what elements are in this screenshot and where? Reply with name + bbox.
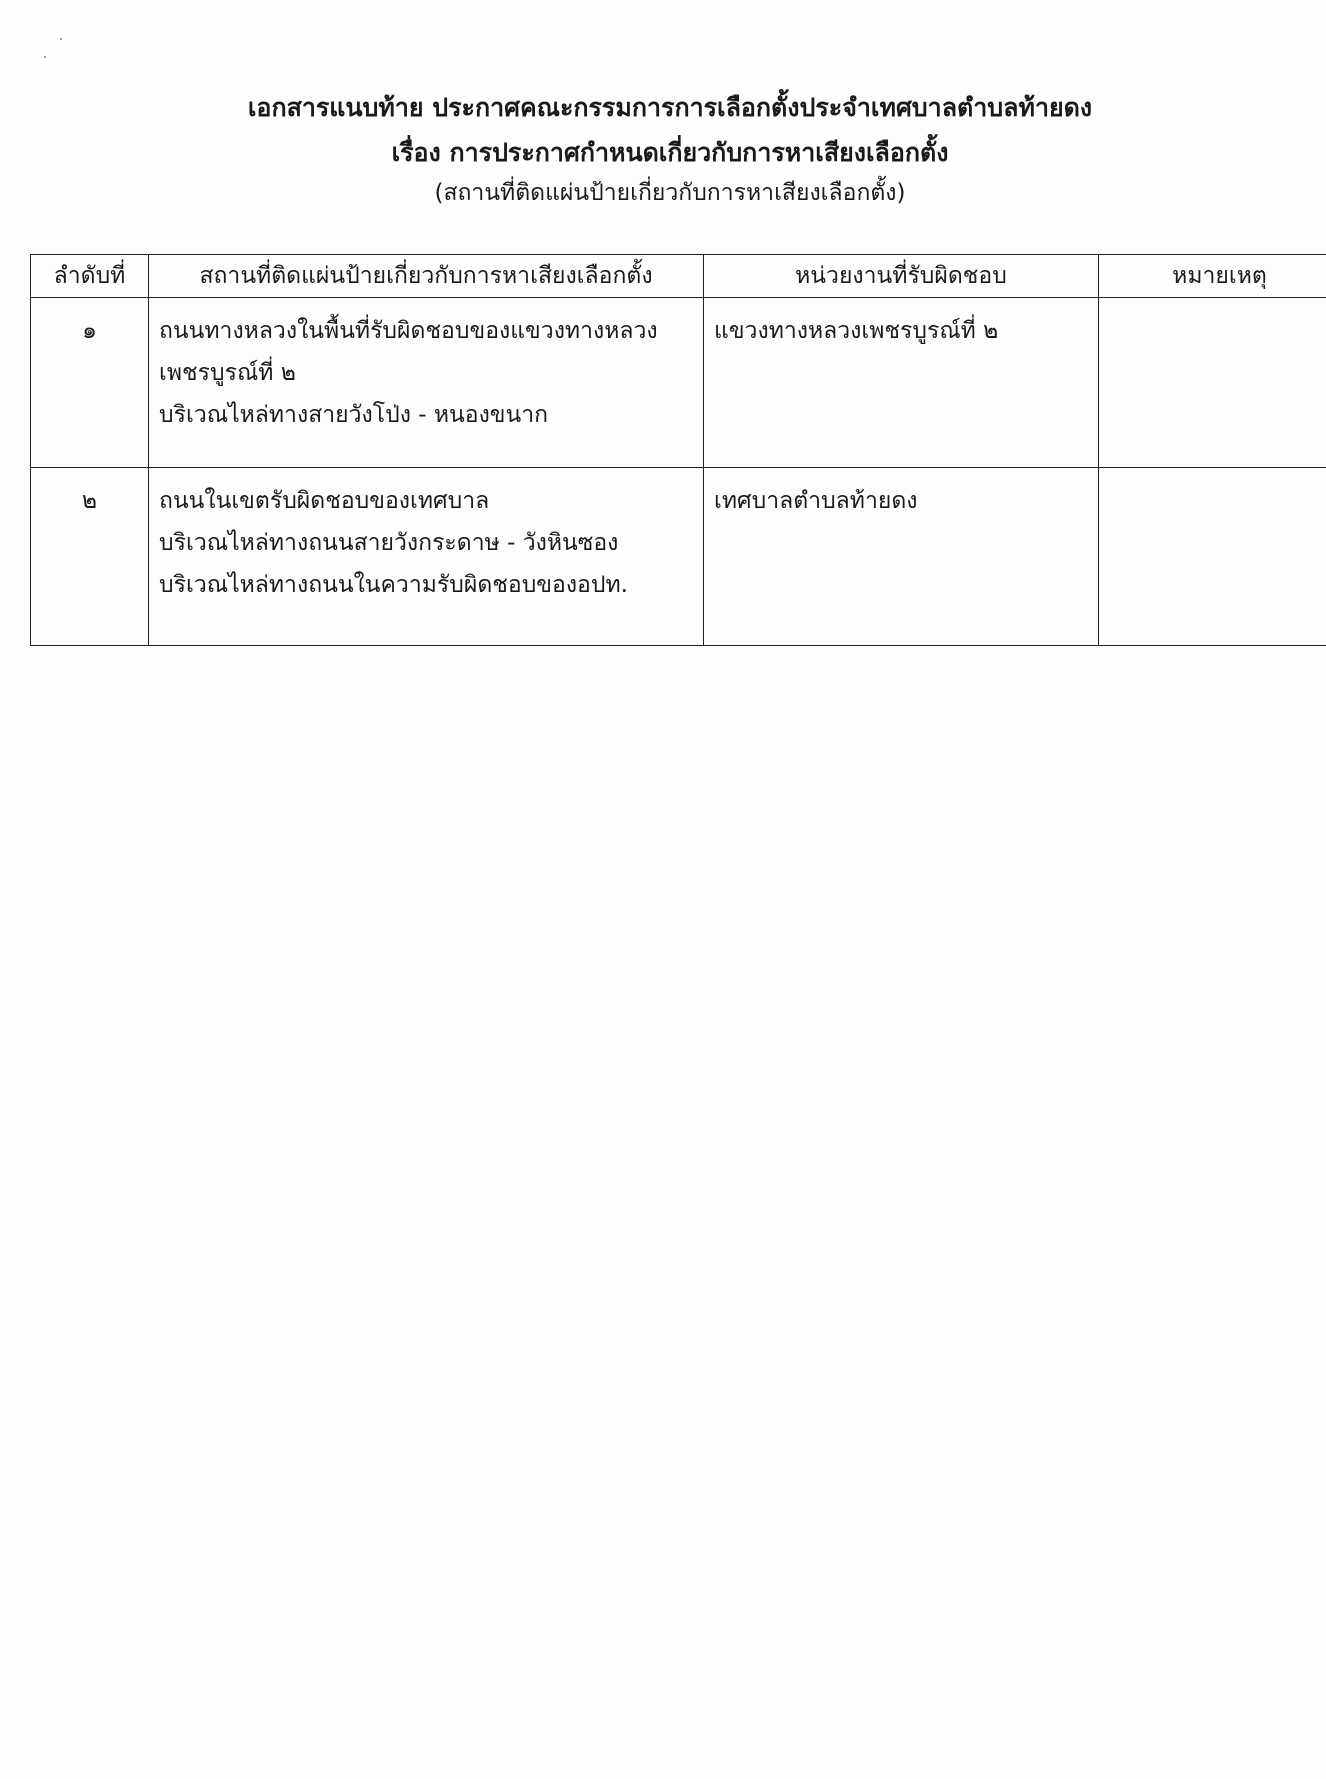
table-header-row (31, 255, 1326, 298)
row-note (1099, 468, 1326, 646)
header-note: หมายเหตุ (1099, 255, 1326, 298)
row-seq: ๑ (31, 298, 149, 468)
table-row (31, 468, 1326, 646)
row-unit: แขวงทางหลวงเพชรบูรณ์ที่ ๒ (704, 298, 1099, 468)
row-unit: เทศบาลตำบลท้ายดง (704, 468, 1099, 646)
row-place (149, 468, 704, 646)
header-unit: หน่วยงานที่รับผิดชอบ (704, 255, 1099, 298)
row-seq: ๒ (31, 468, 149, 646)
place-line: บริเวณไหล่ทางสายวังโป่ง - หนองขนาก (159, 402, 549, 428)
place-line: ถนนในเขตรับผิดชอบของเทศบาล (159, 488, 490, 514)
placement-table (30, 254, 1326, 646)
row-note (1099, 298, 1326, 468)
document-subtitle: (สถานที่ติดแผ่นป้ายเกี่ยวกับการหาเสียงเลือกตั้ง) (434, 180, 906, 206)
document-subject: เรื่อง การประกาศกำหนดเกี่ยวกับการหาเสียงเลือกตั้ง (391, 138, 949, 167)
scan-speck (60, 38, 62, 40)
place-line: บริเวณไหล่ทางถนนสายวังกระดาษ - วังหินซอง (159, 530, 619, 556)
header-place: สถานที่ติดแผ่นป้ายเกี่ยวกับการหาเสียงเลือกตั้ง (149, 255, 704, 298)
header-seq: ลำดับที่ (31, 255, 149, 298)
document-title: เอกสารแนบท้าย ประกาศคณะกรรมการการเลือกตั้งประจำเทศบาลตำบลท้ายดง (247, 93, 1093, 122)
place-line: บริเวณไหล่ทางถนนในความรับผิดชอบของอปท. (159, 572, 628, 598)
place-line: เพชรบูรณ์ที่ ๒ (159, 360, 296, 386)
scan-speck (44, 56, 46, 58)
row-place (149, 298, 704, 468)
table-row (31, 298, 1326, 468)
place-line: ถนนทางหลวงในพื้นที่รับผิดชอบของแขวงทางหลวง (159, 318, 658, 344)
